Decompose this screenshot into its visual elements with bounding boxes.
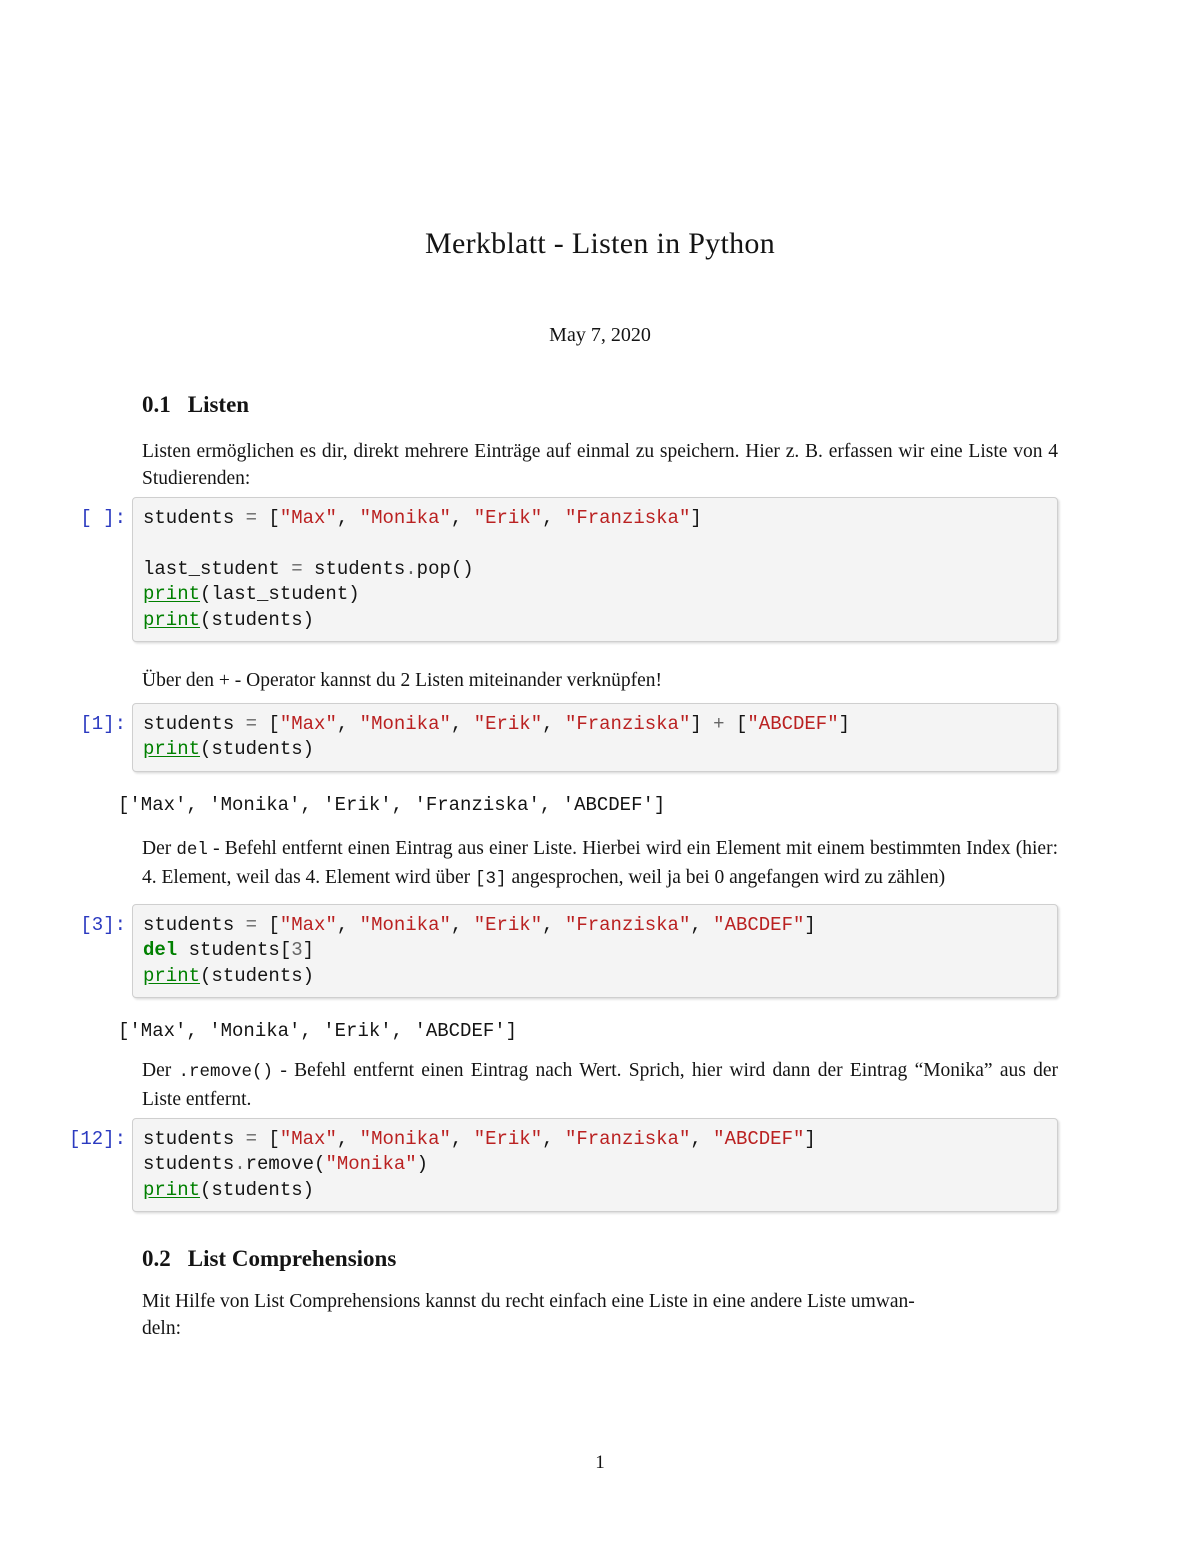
code-token: , (542, 913, 565, 936)
text-segment: Über den + - Operator kannst du 2 Listen miteinander verknüpfen! (142, 670, 662, 692)
text-segment: Der (142, 837, 177, 859)
code-box (132, 497, 1058, 642)
paragraph (142, 835, 1058, 893)
code-token: ) (416, 1153, 429, 1176)
code-token: ] (804, 913, 816, 936)
code-token: print (143, 1178, 201, 1201)
code-token: (students) (200, 738, 315, 761)
code-token: pop() (416, 557, 474, 580)
code-cell (58, 904, 1058, 998)
code-token: students[ (177, 939, 292, 962)
code-token: . (234, 1153, 246, 1176)
inline-code: del (176, 839, 208, 860)
code-token: "Monika" (359, 1128, 451, 1151)
code-text (133, 1119, 1057, 1211)
code-token: [ (724, 713, 748, 736)
code-token: , (542, 1128, 565, 1151)
code-token: + (713, 713, 725, 736)
input-prompt: [ ]: (80, 507, 126, 529)
code-token: print (143, 608, 201, 631)
code-token: "Monika" (359, 507, 451, 529)
code-token: "Max" (279, 1128, 337, 1151)
code-token: , (336, 507, 360, 529)
input-prompt: [1]: (80, 713, 126, 736)
code-token: "Franziska" (564, 913, 691, 936)
code-token: "Franziska" (564, 507, 691, 529)
code-token: students (143, 507, 246, 529)
code-token: ] (804, 1128, 816, 1151)
code-text (133, 704, 1057, 771)
code-token: = (245, 507, 258, 529)
code-token: remove( (245, 1153, 326, 1176)
code-token: , (450, 713, 474, 736)
code-cell (58, 703, 1058, 772)
code-token: , (450, 1128, 474, 1151)
text-segment: Der (142, 1060, 179, 1082)
code-token: "Max" (279, 507, 337, 529)
code-token: "ABCDEF" (747, 713, 839, 736)
code-token: "Erik" (473, 713, 543, 736)
code-token: print (143, 738, 201, 761)
code-token: "Monika" (359, 713, 451, 736)
code-cell (58, 1118, 1058, 1212)
code-token: (last_student) (200, 583, 360, 606)
code-token: = (245, 913, 258, 936)
code-token: "Monika" (325, 1153, 417, 1176)
document-blocks (68, 348, 1059, 1342)
code-token: ] (690, 713, 714, 736)
input-prompt: [3]: (80, 913, 126, 936)
code-token: "Erik" (473, 507, 543, 529)
paragraph (142, 667, 1058, 694)
input-prompt: [12]: (68, 1128, 126, 1151)
code-token: last_student (143, 557, 292, 580)
code-token: , (690, 1128, 714, 1151)
code-token: students (143, 913, 246, 936)
code-token: "ABCDEF" (713, 1128, 805, 1151)
paragraph (142, 438, 1058, 492)
code-token: students (143, 713, 246, 736)
code-token: , (336, 913, 360, 936)
section-title: List Comprehensions (187, 1246, 397, 1272)
paragraph (142, 1057, 1058, 1113)
text-segment: Listen ermöglichen es dir, direkt mehrere Einträge auf einmal zu speichern. Hier z. B. erfassen wir eine Liste von 4 Studierenden: (142, 441, 1058, 489)
section-heading (142, 391, 1058, 419)
inline-code: .remove() (178, 1062, 274, 1083)
code-token: (students) (200, 1178, 315, 1201)
code-token: students (143, 1153, 235, 1176)
document-date: May 7, 2020 (549, 324, 651, 346)
code-token: [ (257, 1128, 280, 1151)
text-segment: - Befehl entfernt einen Eintrag nach Wert. Sprich, hier wird dann der Eintrag “Monika” aus der Liste entfernt. (142, 1060, 1059, 1111)
code-token: , (450, 913, 474, 936)
code-token: [ (257, 713, 280, 736)
section-title: Listen (187, 392, 250, 417)
section-number: 0.2 (142, 1246, 171, 1272)
code-token: , (690, 913, 714, 936)
code-token: print (143, 964, 201, 987)
code-text (133, 498, 1057, 641)
code-token: students (143, 1128, 246, 1151)
text-segment: Mit Hilfe von List Comprehensions kannst du recht einfach eine Liste in eine andere Liste umwan- (142, 1291, 915, 1313)
text-segment: - Befehl entfernt einen Eintrag aus einer Liste. Hierbei wird ein Element mit einem bestimmten Index (hier: 4. Element, weil das 4. Element wird über (142, 837, 1058, 888)
paragraph (142, 1288, 1058, 1342)
code-token: = (245, 1128, 258, 1151)
code-token: , (450, 507, 474, 529)
code-token: "Max" (279, 913, 337, 936)
code-token: ] (302, 939, 315, 962)
code-token: , (542, 507, 565, 529)
document-title: Merkblatt - Listen in Python (424, 227, 776, 260)
code-box (132, 1118, 1058, 1212)
code-token: "Monika" (359, 913, 451, 936)
code-token: ] (838, 713, 851, 736)
code-token: = (291, 557, 303, 580)
code-token: "Erik" (473, 1128, 543, 1151)
code-box (132, 703, 1058, 772)
code-token: "ABCDEF" (713, 913, 805, 936)
code-token: print (143, 583, 201, 606)
code-token: = (245, 713, 258, 736)
code-token: . (405, 557, 417, 580)
code-box (132, 904, 1058, 998)
code-token: , (336, 1128, 360, 1151)
code-token: , (542, 713, 565, 736)
code-token: , (336, 713, 360, 736)
code-token: ] (690, 507, 702, 529)
text-segment: deln: (142, 1318, 181, 1340)
code-token: "Franziska" (564, 1128, 691, 1151)
page-number: 1 (595, 1452, 605, 1473)
inline-code: [3] (475, 868, 507, 889)
code-token: 3 (291, 939, 303, 962)
code-token: "Max" (279, 713, 337, 736)
section-heading (142, 1245, 1058, 1273)
code-token: "Franziska" (564, 713, 691, 736)
cell-output: ['Max', 'Monika', 'Erik', 'ABCDEF'] (118, 1020, 518, 1043)
code-token: "Erik" (473, 913, 543, 936)
code-token: students (302, 557, 406, 580)
section-number: 0.1 (142, 392, 171, 417)
code-text (133, 905, 1057, 997)
code-token: [ (257, 507, 280, 529)
code-token: del (143, 939, 178, 962)
code-token: [ (257, 913, 280, 936)
code-token: (students) (200, 964, 315, 987)
cell-output: ['Max', 'Monika', 'Erik', 'Franziska', 'ABCDEF'] (118, 793, 666, 816)
code-cell (58, 497, 1058, 642)
text-segment: angesprochen, weil ja bei 0 angefangen wird zu zählen) (506, 866, 946, 888)
code-token: (students) (200, 608, 315, 631)
